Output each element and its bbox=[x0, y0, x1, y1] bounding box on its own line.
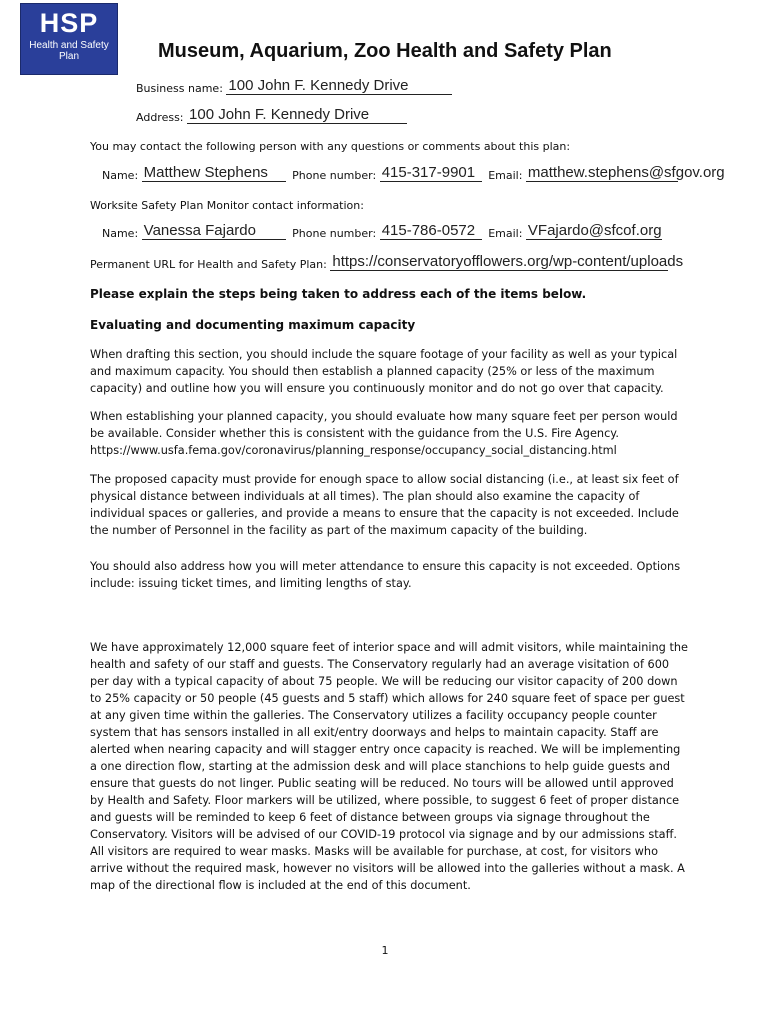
business-label: Business name: bbox=[136, 82, 223, 95]
url-label: Permanent URL for Health and Safety Plan: bbox=[90, 258, 327, 271]
contact-row bbox=[102, 164, 725, 182]
monitor-name-value: Vanessa Fajardo bbox=[143, 222, 256, 239]
url-field[interactable] bbox=[330, 253, 684, 271]
monitor-intro: Worksite Safety Plan Monitor contact information: bbox=[90, 199, 364, 212]
logo-abbr: HSP bbox=[39, 8, 99, 38]
page-number: 1 bbox=[381, 944, 389, 957]
url-row bbox=[90, 253, 684, 271]
business-row bbox=[136, 77, 455, 95]
business-field[interactable] bbox=[226, 77, 452, 95]
logo-subtitle: Health and Safety Plan bbox=[29, 40, 109, 62]
instructions-heading: Please explain the steps being taken to address each of the items below. bbox=[90, 287, 587, 301]
guidance-paragraph-3: The proposed capacity must provide for enough space to allow social distancing (i.e., at least six feet of physical distance between individuals at all times). The plan should also examine the capacity of individual spaces or galleries, and provide a means to ensure that the capacity is not exceeded. Include the number of Personnel in the facility as part of the maximum capacity of the building. bbox=[90, 473, 679, 537]
monitor-phone-label: Phone number: bbox=[292, 227, 377, 240]
contact-phone-value: 415-317-9901 bbox=[381, 164, 476, 181]
contact-email-value: matthew.stephens@sfgov.org bbox=[527, 164, 725, 181]
contact-intro: You may contact the following person with any questions or comments about this plan: bbox=[90, 140, 571, 153]
monitor-name-field[interactable] bbox=[142, 222, 286, 240]
contact-email-label: Email: bbox=[488, 169, 523, 182]
contact-phone-label: Phone number: bbox=[292, 169, 377, 182]
page-title: Museum, Aquarium, Zoo Health and Safety Plan bbox=[158, 40, 612, 62]
guidance-paragraph-1: When drafting this section, you should include the square footage of your facility as well as your typical and maximum capacity. You should then establish a planned capacity (25% or less of the maximum capacity) and outline how you will ensure you continuously monitor and do not go over that capacity. bbox=[90, 348, 678, 395]
contact-name-value: Matthew Stephens bbox=[143, 164, 268, 181]
address-row bbox=[136, 106, 410, 124]
monitor-name-label: Name: bbox=[102, 227, 139, 240]
monitor-phone-field[interactable] bbox=[380, 222, 482, 240]
address-value: 100 John F. Kennedy Drive bbox=[189, 106, 370, 123]
address-field[interactable] bbox=[187, 106, 407, 124]
business-value: 100 John F. Kennedy Drive bbox=[228, 77, 409, 94]
address-label: Address: bbox=[136, 111, 184, 124]
contact-name-label: Name: bbox=[102, 169, 139, 182]
answer-text[interactable]: We have approximately 12,000 square feet of interior space and will admit visitors, while maintaining the health and safety of our staff and guests. The Conservatory regularly had an average visitation of 600 per day with a typical capacity of about 75 people. We will be reducing our visitor capacity of 200 down to 25% capacity or 50 people (45 guests and 5 staff) which allows for 240 square feet of space per guest at any given time within the galleries. The Conservatory utilizes a facility occupancy people counter system that has sensors installed in all exit/entry doorways and helps to maintain capacity. Staff are alerted when nearing capacity and will stagger entry once capacity is reached. We will be implementing a one direction flow, starting at the admission desk and will place stanchions to help guide guests and ensure that guests do not linger. Public seating will be reduced. No tours will be allowed until approved by Health and Safety. Floor markers will be utilized, where possible, to suggest 6 feet of proper distance and guests will be reminded to keep 6 feet of distance between groups via signage throughout the Conservatory. Visitors will be advised of our COVID-19 protocol via signage and by our admissions staff. All visitors are required to wear masks. Masks will be available for purchase, at cost, for visitors who arrive without the required mask, however no visitors will be allowed into the galleries without a mask. A map of the directional flow is included at the end of this document. bbox=[90, 641, 688, 892]
contact-email-field[interactable] bbox=[526, 164, 725, 182]
guidance-paragraph-2: When establishing your planned capacity, you should evaluate how many square feet per person would be available. Consider whether this is consistent with the guidance from the U.S. Fire Agency. https://www.usfa.fema.gov/coronavirus/planning_response/occupancy_social_distancing.html bbox=[90, 410, 678, 457]
monitor-phone-value: 415-786-0572 bbox=[381, 222, 476, 239]
monitor-email-field[interactable] bbox=[526, 222, 662, 240]
monitor-row bbox=[102, 222, 665, 240]
url-value: https://conservatoryofflowers.org/wp-content/uploads bbox=[332, 253, 684, 270]
monitor-email-value: VFajardo@sfcof.org bbox=[527, 222, 662, 239]
guidance-paragraph-4: You should also address how you will meter attendance to ensure this capacity is not exceeded. Options include: issuing ticket times, and limiting lengths of stay. bbox=[90, 560, 681, 590]
monitor-email-label: Email: bbox=[488, 227, 523, 240]
contact-phone-field[interactable] bbox=[380, 164, 482, 182]
hsp-logo bbox=[20, 3, 118, 75]
contact-name-field[interactable] bbox=[142, 164, 286, 182]
section-heading: Evaluating and documenting maximum capacity bbox=[90, 318, 416, 332]
